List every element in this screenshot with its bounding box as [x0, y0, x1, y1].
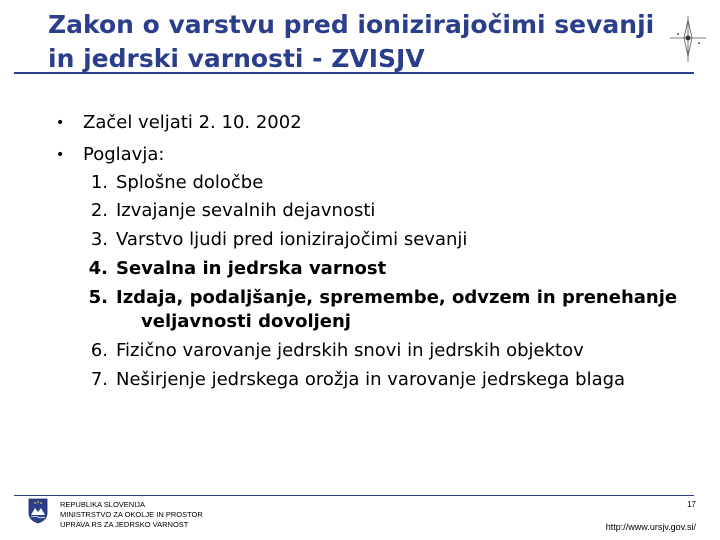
org-line: MINISTRSTVO ZA OKOLJE IN PROSTOR: [60, 510, 203, 519]
bullet-marker: •: [56, 147, 65, 163]
organization-block: [60, 500, 203, 530]
title-underline: [14, 72, 694, 74]
chapter-number: 3.: [90, 229, 108, 250]
chapter-text: Izdaja, podaljšanje, spremembe, odvzem in prenehanje: [116, 287, 678, 308]
footer-rule: [14, 495, 694, 496]
title-line-2: in jedrski varnosti - ZVISJV: [48, 44, 425, 73]
chapter-text: Izvajanje sevalnih dejavnosti: [116, 200, 376, 221]
chapter-number: 7.: [90, 369, 108, 390]
title-line-1: Zakon o varstvu pred ionizirajočimi sevanji: [48, 10, 655, 39]
chapter-text: Fizično varovanje jedrskih snovi in jedrskih objektov: [116, 340, 584, 361]
page-number: 17: [687, 500, 696, 509]
chapter-text: Splošne določbe: [116, 172, 264, 193]
chapter-text-continuation: veljavnosti dovoljenj: [141, 311, 351, 332]
org-line: UPRAVA RS ZA JEDRSKO VARNOST: [60, 520, 189, 529]
bullet-marker: •: [56, 115, 65, 131]
chapter-number: 2.: [90, 200, 108, 221]
bullet-text: Poglavja:: [83, 144, 165, 165]
chapter-number: 6.: [90, 340, 108, 361]
org-line: REPUBLIKA SLOVENIJA: [60, 500, 146, 509]
chapter-text: Varstvo ljudi pred ionizirajočimi sevanji: [116, 229, 468, 250]
chapter-text: Sevalna in jedrska varnost: [116, 258, 387, 279]
slide-title: [48, 8, 668, 76]
chapter-number: 4.: [88, 258, 108, 279]
chapter-text: Neširjenje jedrskega orožja in varovanje jedrskega blaga: [116, 369, 626, 390]
chapter-number: 5.: [88, 287, 108, 308]
atom-logo-icon: [668, 14, 708, 64]
bullet-text: Začel veljati 2. 10. 2002: [83, 112, 302, 133]
chapter-number: 1.: [90, 172, 108, 193]
website-url[interactable]: http://www.ursjv.gov.si/: [605, 522, 696, 532]
slovenia-coat-of-arms-icon: [28, 498, 48, 524]
